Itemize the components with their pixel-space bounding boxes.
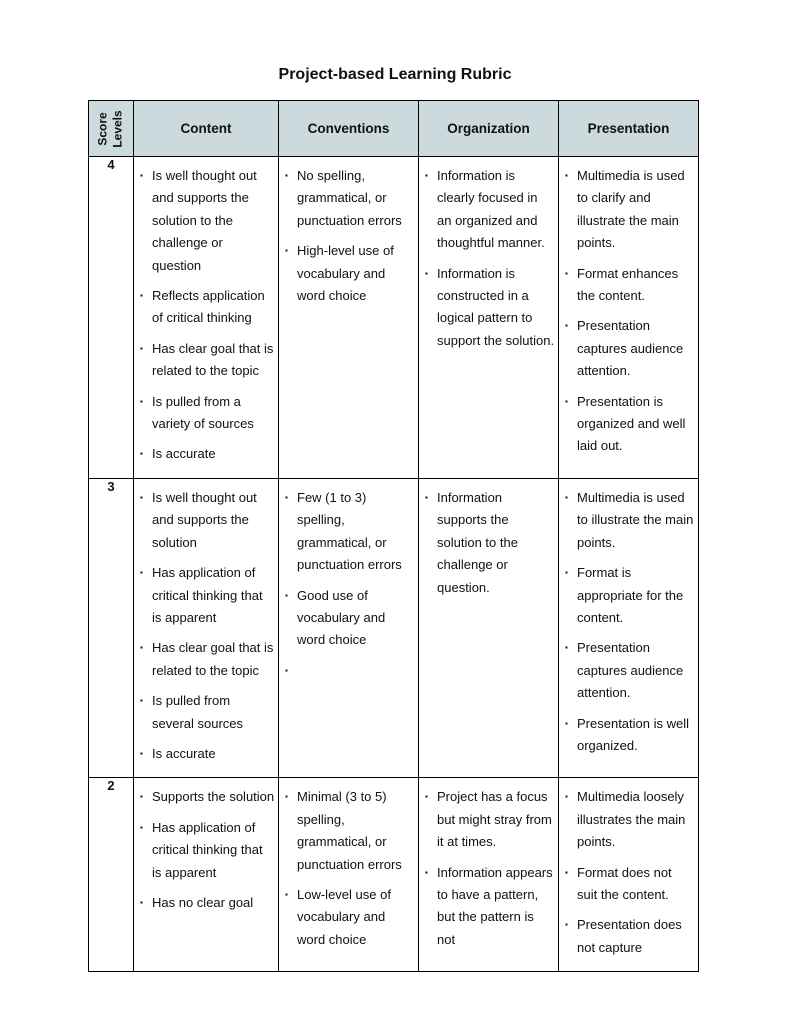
- bullet-icon: ▪: [425, 492, 428, 502]
- bullet-item: [425, 487, 555, 599]
- bullet-item: [565, 713, 695, 758]
- bullet-list: [419, 778, 558, 963]
- bullet-text: Low-level use of vocabulary and word choice: [297, 886, 391, 947]
- bullet-item: [565, 487, 695, 554]
- cell-2-presentation: [559, 778, 699, 972]
- bullet-text: Has clear goal that is related to the topic: [152, 640, 274, 678]
- bullet-icon: ▪: [140, 748, 143, 758]
- bullet-icon: ▪: [425, 792, 428, 802]
- bullet-icon: ▪: [140, 291, 143, 301]
- rotated-header-wrap: [89, 101, 133, 156]
- bullet-item: [140, 391, 275, 436]
- bullet-text: Few (1 to 3) spelling, grammatical, or punctuation errors: [297, 489, 402, 573]
- bullet-text: Minimal (3 to 5) spelling, grammatical, or punctuation errors: [297, 789, 402, 872]
- bullet-icon: ▪: [565, 171, 568, 180]
- table-row-score-2: [89, 778, 699, 972]
- table-row-score-4: [89, 157, 699, 479]
- bullet-icon: ▪: [565, 492, 568, 502]
- bullet-icon: ▪: [565, 643, 568, 653]
- bullet-item: [140, 892, 275, 914]
- bullet-icon: ▪: [140, 897, 143, 907]
- cell-3-conventions: [279, 478, 419, 777]
- bullet-icon: ▪: [565, 396, 568, 406]
- bullet-item: [285, 165, 415, 232]
- bullet-item: [565, 391, 695, 458]
- bullet-text: Information supports the solution to the challenge or question.: [437, 489, 518, 595]
- bullet-icon: ▪: [565, 920, 568, 930]
- page-title: Project-based Learning Rubric: [278, 66, 512, 83]
- bullet-item: [140, 487, 275, 554]
- bullet-item: [140, 338, 275, 383]
- bullet-icon: ▪: [140, 643, 143, 653]
- bullet-icon: ▪: [565, 867, 568, 877]
- cell-4-presentation: [559, 157, 699, 479]
- bullet-text: Supports the solution: [152, 789, 275, 805]
- bullet-text: Multimedia is used to clarify and illustrate the main points.: [577, 168, 685, 251]
- bullet-item: [565, 786, 695, 853]
- bullet-item: [140, 562, 275, 629]
- cell-2-conventions: [279, 778, 419, 972]
- bullet-item: [140, 690, 275, 735]
- bullet-list: [134, 479, 278, 777]
- bullet-icon: ▪: [565, 568, 568, 578]
- bullet-list: [559, 778, 698, 971]
- bullet-text: High-level use of vocabulary and word choice: [297, 243, 394, 304]
- bullet-item: [140, 743, 275, 765]
- bullet-icon: ▪: [285, 246, 288, 256]
- bullet-text: Presentation does not capture: [577, 917, 682, 955]
- bullet-icon: ▪: [285, 590, 288, 600]
- bullet-icon: ▪: [425, 171, 428, 180]
- bullet-text: Multimedia loosely illustrates the main points.: [577, 789, 686, 850]
- bullet-text: Multimedia is used to illustrate the main points.: [577, 489, 694, 550]
- bullet-item: [285, 585, 415, 652]
- bullet-text: Presentation is organized and well laid out.: [577, 393, 686, 454]
- bullet-text: Is pulled from several sources: [152, 693, 244, 731]
- bullet-icon: ▪: [140, 696, 143, 706]
- bullet-icon: ▪: [285, 171, 288, 180]
- table-header-row: [89, 101, 699, 157]
- bullet-icon: ▪: [140, 449, 143, 459]
- bullet-text: Format is appropriate for the content.: [577, 565, 684, 625]
- cell-4-organization: [419, 157, 559, 479]
- bullet-list: [419, 157, 558, 364]
- bullet-text: Reflects application of critical thinking: [152, 288, 265, 326]
- bullet-icon: ▪: [565, 321, 568, 331]
- bullet-text: Good use of vocabulary and word choice: [297, 587, 386, 648]
- bullet-icon: ▪: [140, 492, 143, 502]
- bullet-icon: ▪: [140, 171, 143, 180]
- bullet-item: [565, 315, 695, 382]
- bullet-icon: ▪: [425, 268, 428, 278]
- bullet-text: Information is clearly focused in an organized and thoughtful manner.: [437, 168, 545, 251]
- bullet-text: Presentation captures audience attention.: [577, 640, 684, 701]
- bullet-icon: ▪: [140, 822, 143, 832]
- bullet-item: [140, 786, 275, 808]
- bullet-item: [565, 165, 695, 255]
- bullet-item: [140, 817, 275, 884]
- bullet-text: [297, 660, 415, 682]
- bullet-item: [140, 637, 275, 682]
- column-header-content: Content: [134, 101, 279, 157]
- column-header-score-levels: [89, 101, 134, 157]
- bullet-text: Project has a focus but might stray from it at times.: [437, 789, 552, 850]
- bullet-icon: ▪: [565, 792, 568, 802]
- bullet-text: No spelling, grammatical, or punctuation errors: [297, 168, 402, 228]
- bullet-icon: ▪: [285, 792, 288, 802]
- bullet-item: [140, 165, 275, 277]
- table-row-score-3: [89, 478, 699, 777]
- bullet-list: [134, 778, 278, 926]
- score-label: Score: [95, 111, 110, 146]
- bullet-text: Is accurate: [152, 745, 216, 761]
- cell-4-conventions: [279, 157, 419, 479]
- bullet-icon: ▪: [565, 268, 568, 278]
- bullet-item: [285, 786, 415, 876]
- bullet-text: Is pulled from a variety of sources: [152, 393, 254, 432]
- levels-label: Levels: [110, 109, 125, 148]
- bullet-item: [565, 862, 695, 907]
- bullet-item: [425, 862, 555, 952]
- cell-3-presentation: [559, 478, 699, 777]
- column-header-organization: Organization: [419, 101, 559, 157]
- bullet-list: [279, 479, 418, 694]
- bullet-icon: ▪: [285, 665, 288, 675]
- bullet-icon: ▪: [140, 792, 143, 802]
- bullet-text: Format enhances the content.: [577, 265, 679, 304]
- score-cell-4: 4: [89, 157, 134, 479]
- bullet-list: [279, 778, 418, 963]
- bullet-text: Is well thought out and supports the solution to the challenge or question: [152, 168, 257, 273]
- bullet-text: Format does not suit the content.: [577, 864, 672, 902]
- bullet-item: [565, 263, 695, 308]
- bullet-text: Is accurate: [152, 446, 216, 462]
- bullet-item: [285, 240, 415, 307]
- bullet-item: [425, 263, 555, 353]
- column-header-presentation: Presentation: [559, 101, 699, 157]
- bullet-item: [565, 562, 695, 629]
- column-header-conventions: Conventions: [279, 101, 419, 157]
- bullet-text: Has application of critical thinking that is apparent: [152, 819, 263, 880]
- bullet-icon: ▪: [140, 568, 143, 578]
- bullet-list: [419, 479, 558, 611]
- bullet-icon: ▪: [140, 396, 143, 406]
- bullet-list: [559, 479, 698, 769]
- bullet-text: Has no clear goal: [152, 894, 254, 910]
- bullet-text: Presentation is well organized.: [577, 715, 689, 753]
- bullet-item: [565, 914, 695, 959]
- score-cell-2: 2: [89, 778, 134, 972]
- bullet-list: [279, 157, 418, 319]
- cell-3-content: [134, 478, 279, 777]
- cell-2-organization: [419, 778, 559, 972]
- bullet-text: Information appears to have a pattern, but the pattern is not: [437, 864, 553, 947]
- bullet-item: [285, 884, 415, 951]
- score-levels-label: [96, 110, 126, 147]
- bullet-item: [140, 285, 275, 330]
- cell-4-content: [134, 157, 279, 479]
- bullet-item: [140, 443, 275, 465]
- bullet-text: Is well thought out and supports the solution: [152, 489, 257, 550]
- bullet-item: [565, 637, 695, 704]
- bullet-text: Information is constructed in a logical pattern to support the solution.: [437, 265, 555, 348]
- bullet-icon: ▪: [140, 343, 143, 353]
- bullet-text: Has clear goal that is related to the topic: [152, 340, 274, 379]
- bullet-item: [285, 487, 415, 577]
- cell-3-organization: [419, 478, 559, 777]
- score-cell-3: 3: [89, 478, 134, 777]
- bullet-icon: ▪: [285, 492, 288, 502]
- bullet-icon: ▪: [425, 867, 428, 877]
- bullet-icon: ▪: [565, 718, 568, 728]
- bullet-item: [425, 786, 555, 853]
- bullet-text: Has application of critical thinking that is apparent: [152, 565, 263, 625]
- bullet-item: [285, 660, 415, 682]
- bullet-item: [425, 165, 555, 255]
- bullet-text: Presentation captures audience attention.: [577, 318, 684, 379]
- cell-2-content: [134, 778, 279, 972]
- bullet-icon: ▪: [285, 889, 288, 899]
- rubric-table: [88, 100, 699, 972]
- bullet-list: [559, 157, 698, 470]
- bullet-list: [134, 157, 278, 478]
